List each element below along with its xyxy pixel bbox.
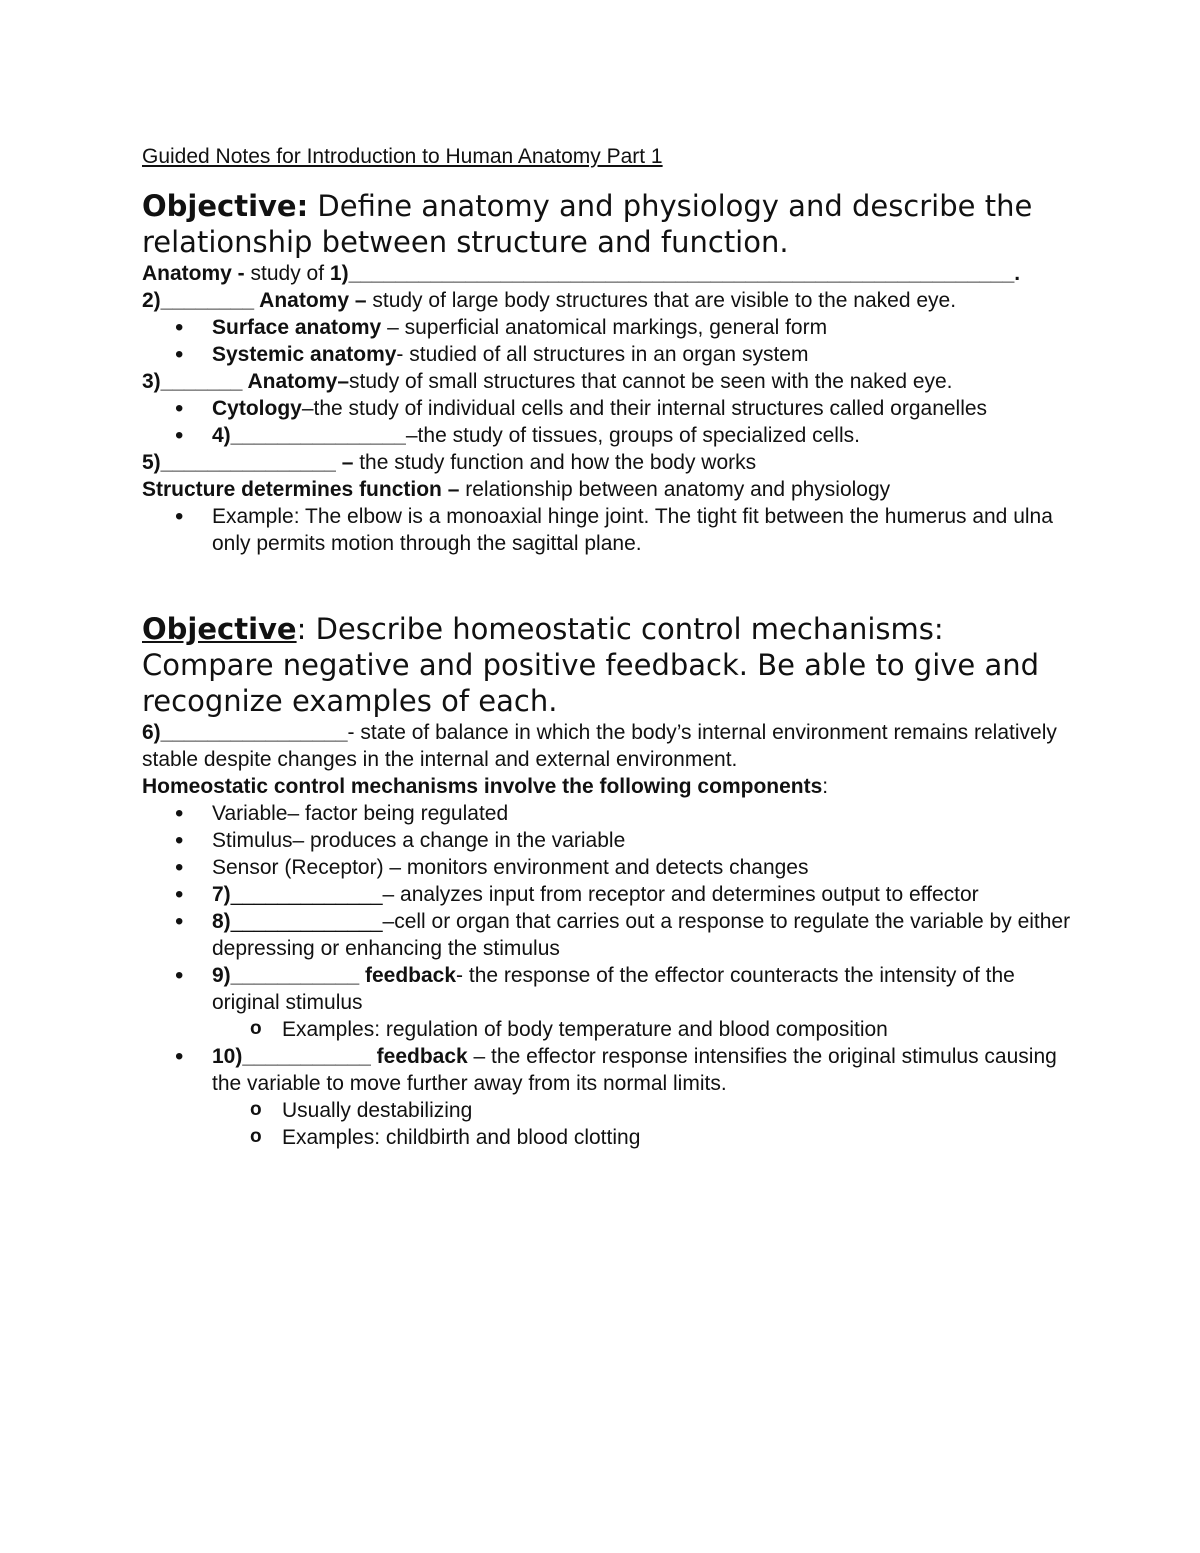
systemic-anatomy-text: - studied of all structures in an organ system	[396, 343, 809, 366]
list-item	[142, 881, 1082, 908]
list-item	[142, 1043, 1082, 1151]
gross-anatomy-list	[142, 314, 1082, 368]
list-item	[142, 314, 1082, 341]
control-center-text: – analyzes input from receptor and determines output to effector	[382, 883, 979, 906]
cytology-text: –the study of individual cells and their internal structures called organelles	[301, 397, 988, 420]
blank-8-line: _____________	[230, 910, 383, 933]
positive-feedback-sublist	[212, 1097, 1082, 1151]
negative-feedback-sublist	[212, 1016, 1082, 1043]
gross-anatomy-text: study of large body structures that are visible to the naked eye.	[366, 289, 957, 312]
microscopic-anatomy-text: study of small structures that cannot be seen with the naked eye.	[349, 370, 953, 393]
blank-3: 3)_______ Anatomy–	[142, 370, 350, 393]
blank-8: 8)	[212, 910, 231, 933]
components-term: Homeostatic control mechanisms involve the following components	[142, 775, 823, 798]
objective-2-text: : Describe homeostatic control mechanisms: Compare negative and positive feedback. Be able to give and recognize examples of each.	[142, 612, 1040, 718]
surface-anatomy-term: Surface anatomy	[212, 316, 382, 339]
objective-1-label: Objective:	[142, 189, 309, 223]
blank-6: 6)________________	[142, 721, 348, 744]
structure-function-term: Structure determines function –	[142, 478, 460, 501]
cytology-term: Cytology	[212, 397, 302, 420]
homeostasis-text: - state of balance in which the body’s internal environment remains relatively stable despite changes in the internal and external environment.	[142, 721, 1057, 771]
blank-1: 1)_________________________________________________________.	[329, 262, 1021, 285]
list-item	[142, 908, 1082, 962]
components-colon: :	[822, 775, 829, 798]
homeostasis-definition	[142, 719, 1082, 773]
negative-feedback-example: Examples: regulation of body temperature and blood composition	[282, 1018, 888, 1041]
histology-text: –the study of tissues, groups of specialized cells.	[405, 424, 860, 447]
sub-list-item	[212, 1097, 1082, 1124]
blank-2: 2)________ Anatomy –	[142, 289, 367, 312]
blank-10: 10)___________ feedback	[212, 1045, 468, 1068]
anatomy-text: study of	[250, 262, 330, 285]
anatomy-definition	[142, 260, 1082, 287]
microscopic-anatomy-list	[142, 395, 1082, 449]
list-item: • Variable– factor being regulated	[142, 800, 1082, 827]
positive-feedback-note: Usually destabilizing	[282, 1099, 473, 1122]
components-heading	[142, 773, 1082, 800]
physiology-definition	[142, 449, 1082, 476]
document-title: Guided Notes for Introduction to Human Anatomy Part 1	[142, 145, 663, 168]
anatomy-term: Anatomy -	[142, 262, 251, 285]
microscopic-anatomy-definition	[142, 368, 1082, 395]
sub-list-item	[212, 1124, 1082, 1151]
physiology-text: the study function and how the body works	[353, 451, 757, 474]
objective-2	[142, 611, 1082, 719]
sub-list-item	[212, 1016, 1082, 1043]
list-item: • Example: The elbow is a monoaxial hinge joint. The tight fit between the humerus and ulna only permits motion through the sagittal plane.	[142, 503, 1082, 557]
components-list	[142, 800, 1082, 1151]
blank-4: 4)_______________	[212, 424, 406, 447]
list-item: • Stimulus– produces a change in the variable	[142, 827, 1082, 854]
surface-anatomy-text: – superficial anatomical markings, general form	[381, 316, 828, 339]
structure-function-text: relationship between anatomy and physiology	[459, 478, 891, 501]
gross-anatomy-definition	[142, 287, 1082, 314]
objective-2-label: Objective	[142, 612, 297, 646]
structure-function-definition	[142, 476, 1082, 503]
blank-7: 7)	[212, 883, 231, 906]
list-item: • Sensor (Receptor) – monitors environment and detects changes	[142, 854, 1082, 881]
systemic-anatomy-term: Systemic anatomy	[212, 343, 397, 366]
negative-feedback-text: - the response of the effector counteracts the intensity of the original stimulus	[212, 964, 1015, 1014]
objective-1	[142, 188, 1082, 260]
blank-9: 9)___________ feedback	[212, 964, 457, 987]
effector-text: –cell or organ that carries out a response to regulate the variable by either depressing or enhancing the stimulus	[212, 910, 1071, 960]
positive-feedback-example: Examples: childbirth and blood clotting	[282, 1126, 641, 1149]
objective-1-text: Define anatomy and physiology and describe the relationship between structure and function.	[142, 189, 1033, 259]
section-spacer	[142, 557, 1082, 611]
structure-function-list	[142, 503, 1082, 557]
blank-7-line: _____________	[230, 883, 383, 906]
document-content	[142, 143, 1082, 1151]
list-item	[142, 962, 1082, 1043]
list-item	[142, 341, 1082, 368]
list-item	[142, 395, 1082, 422]
positive-feedback-text: – the effector response intensifies the original stimulus causing the variable to move further away from its normal limits.	[212, 1045, 1057, 1095]
blank-5: 5)_______________ –	[142, 451, 354, 474]
list-item	[142, 422, 1082, 449]
